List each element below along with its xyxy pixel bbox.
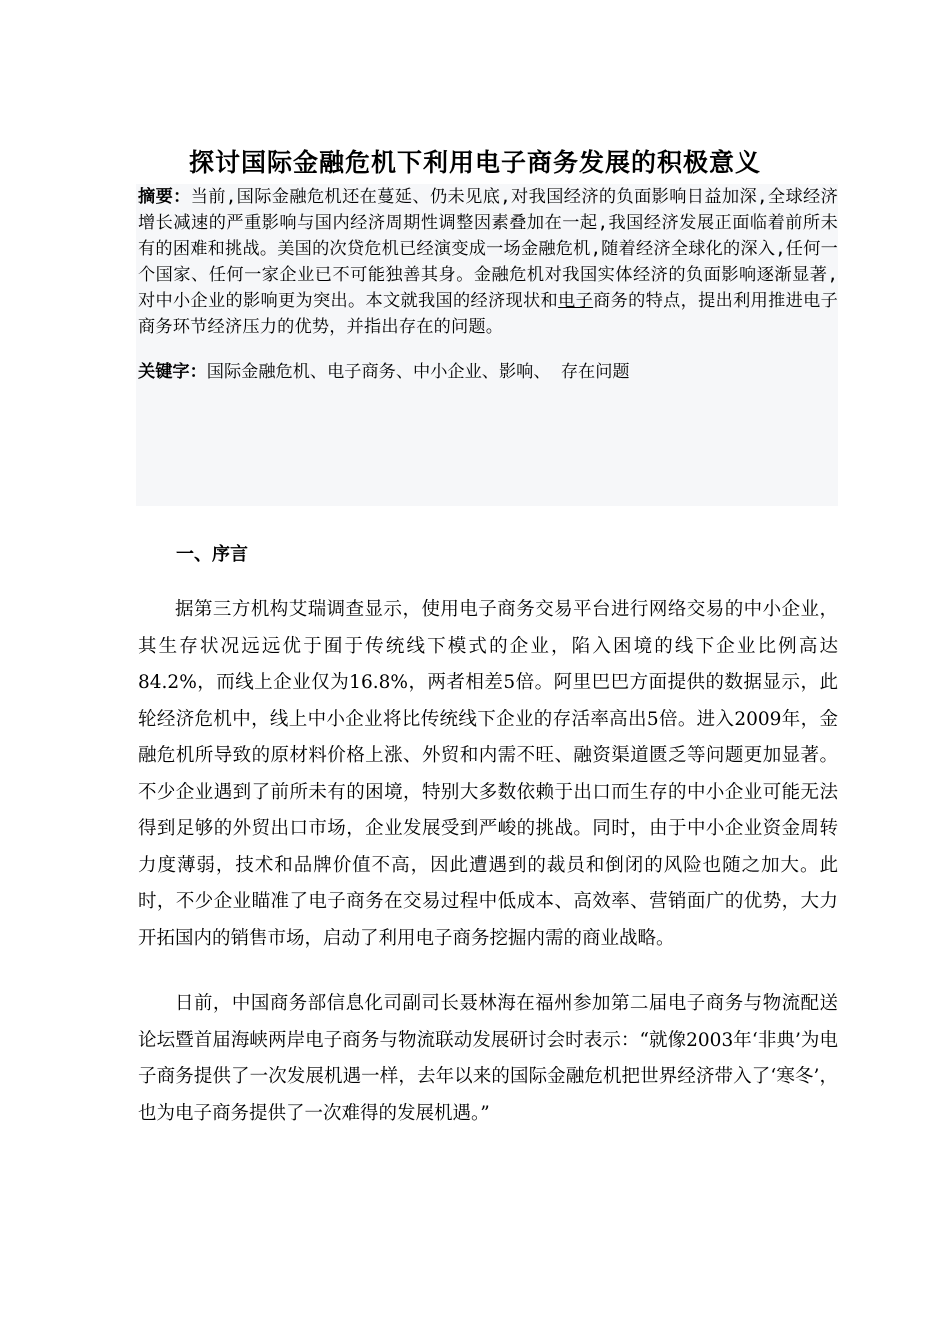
keywords (138, 359, 838, 385)
body-paragraph-1: 据第三方机构艾瑞调查显示，使用电子商务交易平台进行网络交易的中小企业，其生存状况远远优于囿于传统线下模式的企业，陷入困境的线下企业比例高达84.2%，而线上企业仅为16.8%，两者相差5倍。阿里巴巴方面提供的数据显示，此轮经济危机中，线上中小企业将比传统线下企业的存活率高出5倍。进入2009年，金融危机所导致的原材料价格上涨、外贸和内需不旺、融资渠道匮乏等问题更加显著。不少企业遇到了前所未有的困境，特别大多数依赖于出口而生存的中小企业可能无法得到足够的外贸出口市场，企业发展受到严峻的挑战。同时，由于中小企业资金周转力度薄弱，技术和品牌价值不高，因此遭遇到的裁员和倒闭的风险也随之加大。此时，不少企业瞄准了电子商务在交易过程中低成本、高效率、营销面广的优势，大力开拓国内的销售市场，启动了利用电子商务挖掘内需的商业战略。 (138, 599, 838, 949)
section-heading-preface: 一、序言 (176, 544, 248, 565)
page-title: 探讨国际金融危机下利用电子商务发展的积极意义 (188, 148, 761, 177)
abstract-underlined-text: 电子 (558, 291, 594, 311)
abstract-text-part2: 商务的特点，提出利用推进电子商务环节经济压力的优势，并指出存在的问题。 (138, 291, 838, 337)
abstract-label: 摘要： (138, 187, 191, 207)
keywords-label: 关键字： (138, 362, 207, 382)
body-paragraph-2: 日前，中国商务部信息化司副司长聂林海在福州参加第二届电子商务与物流配送论坛暨首届海峡两岸电子商务与物流联动发展研讨会时表示：“就像2003年‘非典’为电子商务提供了一次发展机遇一样，去年以来的国际金融危机把世界经济带入了‘寒冬’，也为电子商务提供了一次难得的发展机遇。” (138, 993, 838, 1124)
abstract-text-part1: 当前,国际金融危机还在蔓延、仍未见底,对我国经济的负面影响日益加深,全球经济增长减速的严重影响与国内经济周期性调整因素叠加在一起,我国经济发展正面临着前所未有的困难和挑战。美国的次贷危机已经演变成一场金融危机,随着经济全球化的深入,任何一个国家、任何一家企业已不可能独善其身。金融危机对我国实体经济的负面影响逐渐显著,对中小企业的影响更为突出。本文就我国的经济现状和 (138, 187, 838, 311)
abstract (138, 184, 838, 340)
keywords-text: 国际金融危机、电子商务、中小企业、影响、 存在问题 (206, 362, 630, 382)
